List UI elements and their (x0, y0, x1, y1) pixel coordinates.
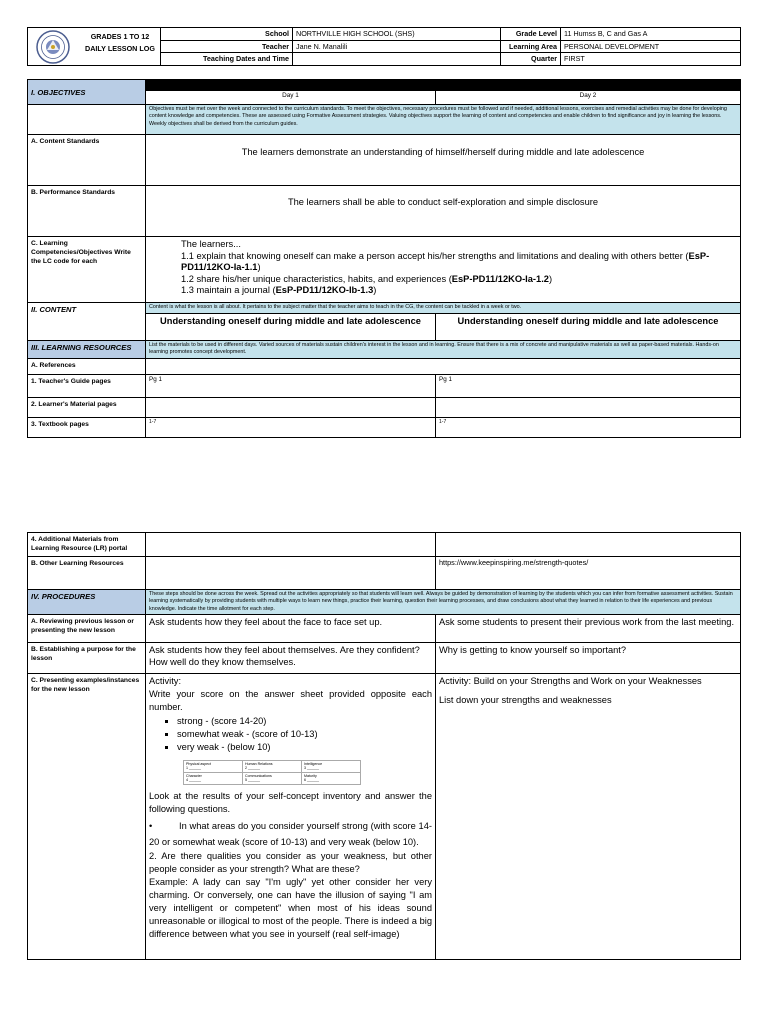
self-concept-inventory (183, 760, 361, 785)
objectives-note: Objectives must be met over the week and connected to the curriculum standards. To meet the objectives, necessary procedures must be followed and if needed, additional lessons, exercises and remedial activities may be done for developing content knowledge and competencies. These are assessed using Formative Assessment strategies. Valuing objectives support the learning of content and competencies and enable children to find significance and joy in learning the lessons. Weekly objectives shall be derived from the curriculum guides. (146, 105, 741, 135)
lm-day2 (436, 398, 741, 418)
inventory-cell: Communications 5 ______ (243, 772, 302, 784)
c-day2-activity: Activity: Build on your Strengths and Work on your Weaknesses (439, 675, 702, 686)
inventory-cell: Intelligence 3 ______ (302, 760, 361, 772)
content-standards-label: A. Content Standards (28, 135, 146, 186)
inventory-cell: Character 4 ______ (184, 772, 243, 784)
inventory-cell: Physical aspect 1 ______ (184, 760, 243, 772)
c-example: Example: A lady can say "I'm ugly" yet other consider her very charming. Or conversely, one can have the illusion of saying "I am very intelligent or competent" when most of his ideas sound unreasonable or illogical to most of the people. There is indeed a big difference between what you see in yourself (real self-image) (149, 876, 432, 939)
c-look-text: Look at the results of your self-concept inventory and answer the following questions. (149, 790, 432, 814)
lesson-table-part2 (27, 532, 741, 960)
objectives-note-label (28, 105, 146, 135)
performance-standards-value: The learners shall be able to conduct self-exploration and simple disclosure (146, 186, 741, 237)
day2-header: Day 2 (436, 91, 741, 105)
c-question-1: • In what areas do you consider yourself strong (with score 14-20 or somewhat weak (score of 10-13) and very weak (below 10). (149, 820, 432, 847)
other-day2: https://www.keepinspiring.me/strength-quotes/ (436, 557, 741, 590)
content-note: Content is what the lesson is all about. It pertains to the subject matter that the teacher aims to teach in the CG, the content can be tackled in a week or two. (146, 303, 741, 314)
learning-area-label: Learning Area (501, 40, 561, 53)
score-item-very-weak: very weak - (below 10) (165, 741, 432, 754)
additional-materials-label: 4. Additional Materials from Learning Resource (LR) portal (28, 533, 146, 557)
header-bar (146, 80, 741, 91)
c-question-2: 2. Are there qualities you consider as your weakness, but other people consider as your strength? What are these? (149, 850, 432, 874)
comp-2: 1.2 share his/her unique characteristics, habits, and experiences (EsP-PD11/12KO-Ia-1.2) (181, 273, 553, 284)
score-item-somewhat-weak: somewhat weak - (score of 10-13) (165, 728, 432, 741)
tg-day2: Pg 1 (436, 375, 741, 398)
competencies-label: C. Learning Competencies/Objectives Write the LC code for each (28, 237, 146, 303)
objectives-heading: I. OBJECTIVES (28, 80, 146, 105)
score-item-strong: strong - (score 14-20) (165, 715, 432, 728)
inventory-cell: Human Relations 2 ______ (243, 760, 302, 772)
dates-value (293, 53, 501, 66)
content-day1: Understanding oneself during middle and late adolescence (146, 314, 436, 341)
learning-area-value: PERSONAL DEVELOPMENT (561, 40, 741, 53)
tb-day1: 1-7 (146, 418, 436, 438)
content-day2: Understanding oneself during middle and late adolescence (436, 314, 741, 341)
tb-day2: 1-7 (436, 418, 741, 438)
c-day2-list: List down your strengths and weaknesses (439, 695, 612, 706)
other-day1 (146, 557, 436, 590)
proc-a-label: A. Reviewing previous lesson or presenting the new lesson (28, 614, 146, 642)
resources-heading: III. LEARNING RESOURCES (28, 341, 146, 359)
other-resources-label: B. Other Learning Resources (28, 557, 146, 590)
comp-3: 1.3 maintain a journal (EsP-PD11/12KO-Ib-1.3) (181, 285, 377, 295)
proc-b-day2: Why is getting to know yourself so important? (436, 642, 741, 673)
quarter-value: FIRST (561, 53, 741, 66)
proc-c-day2 (436, 673, 741, 959)
tb-label: 3. Textbook pages (28, 418, 146, 438)
school-value: NORTHVILLE HIGH SCHOOL (SHS) (293, 28, 501, 41)
proc-a-day2: Ask some students to present their previous work from the last meeting. (436, 614, 741, 642)
proc-c-label: C. Presenting examples/instances for the new lesson (28, 673, 146, 959)
proc-c-day1 (146, 673, 436, 959)
grade-level-label: Grade Level (501, 28, 561, 41)
tg-label: 1. Teacher's Guide pages (28, 375, 146, 398)
logo-cell (28, 28, 161, 66)
resources-note: List the materials to be used in different days. Varied sources of materials sustain children's interest in the lesson and in learning. Ensure that there is a mix of concrete and manipulative materials as well as paper-based materials. Hands-on learning promotes concept development. (146, 341, 741, 359)
references-value (146, 359, 741, 375)
school-label: School (161, 28, 293, 41)
c-activity-label: Activity: (149, 675, 182, 686)
tg-day1: Pg 1 (146, 375, 436, 398)
teacher-value: Jane N. Manalili (293, 40, 501, 53)
deped-seal-icon (36, 30, 70, 64)
references-label: A. References (28, 359, 146, 375)
proc-b-label: B. Establishing a purpose for the lesson (28, 642, 146, 673)
log-title: GRADES 1 TO 12 DAILY LESSON LOG (85, 32, 155, 53)
content-standards-value: The learners demonstrate an understanding of himself/herself during middle and late adolescence (146, 135, 741, 186)
performance-standards-label: B. Performance Standards (28, 186, 146, 237)
header-table (27, 27, 741, 66)
proc-a-day1: Ask students how they feel about the face to face set up. (146, 614, 436, 642)
grade-level-value: 11 Humss B, C and Gas A (561, 28, 741, 41)
lm-day1 (146, 398, 436, 418)
competencies-value (146, 237, 741, 303)
additional-day1 (146, 533, 436, 557)
comp-1: 1.1 explain that knowing oneself can make a person accept his/her strengths and limitations and dealing with others better (EsP-PD11/12KO-Ia-1.1) (181, 250, 710, 272)
comp-intro: The learners... (181, 239, 241, 249)
dates-label: Teaching Dates and Time (161, 53, 293, 66)
c-instruction: Write your score on the answer sheet provided opposite each number. (149, 688, 432, 712)
procedures-note: These steps should be done across the week. Spread out the activities appropriately so that students will learn well. Always be guided by demonstration of learning by the students which you can infer from formative assessment activities. Sustain learning systematically by providing students with multiple ways to learn new things, practice their learning, question their learning processes, and draw conclusions about what they learned in relation to their life experiences and previous knowledge. Indicate the time allotment for each step. (146, 590, 741, 615)
content-heading: II. CONTENT (28, 303, 146, 341)
teacher-label: Teacher (161, 40, 293, 53)
proc-b-day1: Ask students how they feel about themselves. Are they confident? How well do they know themselves. (146, 642, 436, 673)
inventory-cell: Maturity 6 ______ (302, 772, 361, 784)
lm-label: 2. Learner's Material pages (28, 398, 146, 418)
lesson-table-part1 (27, 79, 741, 438)
additional-day2 (436, 533, 741, 557)
quarter-label: Quarter (501, 53, 561, 66)
procedures-heading: IV. PROCEDURES (28, 590, 146, 615)
day1-header: Day 1 (146, 91, 436, 105)
score-list (165, 715, 432, 754)
